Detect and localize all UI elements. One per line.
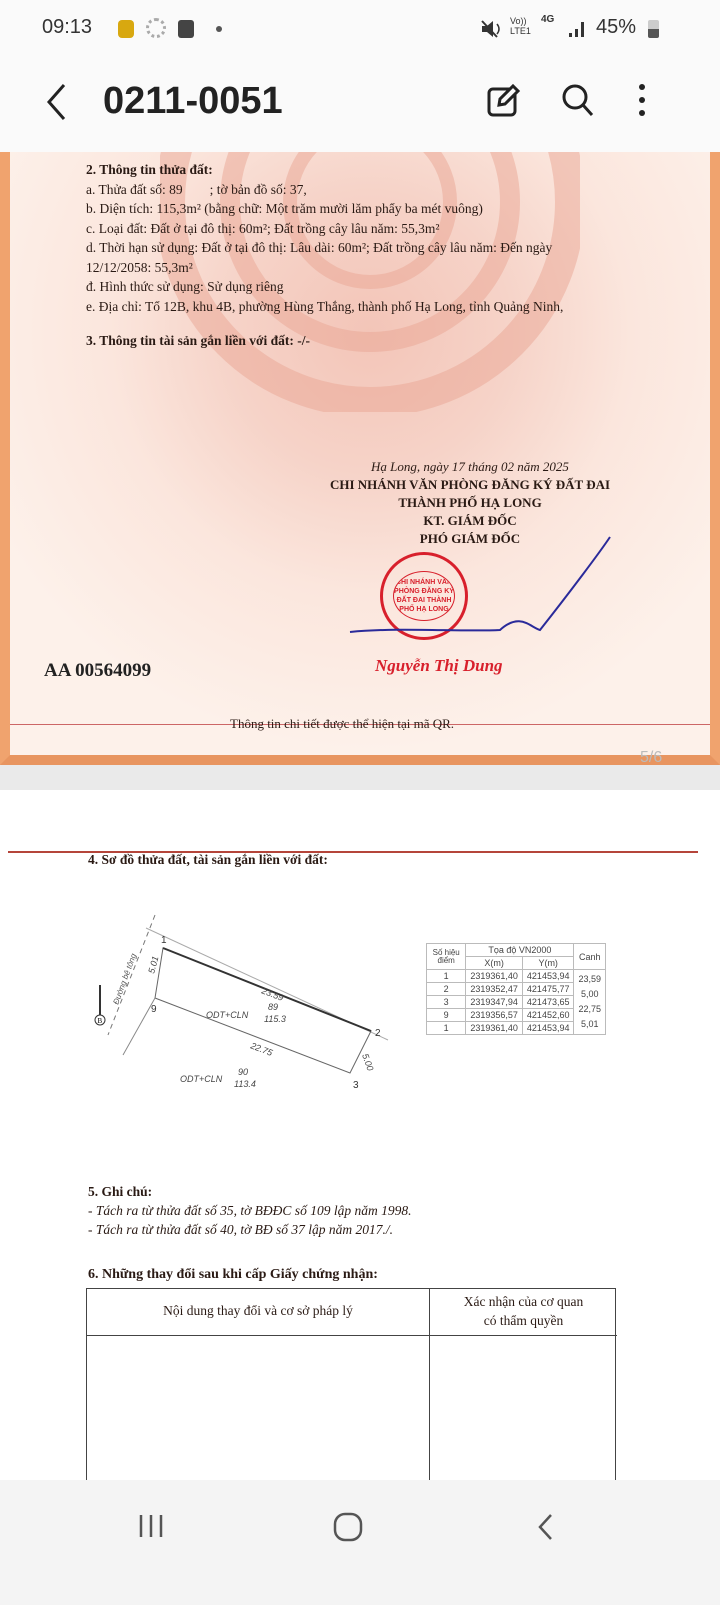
road-edge — [108, 915, 155, 1035]
office-city: THÀNH PHỐ HẠ LONG — [398, 495, 542, 510]
column-confirmation-l1: Xác nhận của cơ quan — [463, 1294, 584, 1309]
usage-term-line: d. Thời hạn sử dụng: Đất ở tại đô thị: Lâu dài: 60m²; Đất trồng cây lâu năm: Đến ngày — [86, 240, 553, 255]
edge-cell: 23,59 — [578, 974, 601, 984]
y-cell: 421453,94 — [522, 1022, 574, 1035]
point-cell: 3 — [427, 996, 466, 1009]
edge-cell: 22,75 — [578, 1004, 601, 1014]
more-options-icon[interactable] — [634, 82, 650, 118]
point-cell: 1 — [427, 970, 466, 983]
section-5-title: 5. Ghi chú: — [88, 1184, 153, 1199]
recent-apps-icon[interactable] — [136, 1512, 166, 1540]
stamp-text: CHI NHÁNH VĂN PHÒNG ĐĂNG KÝ ĐẤT ĐAI THÀNH PHỐ HẠ LONG — [393, 571, 455, 621]
header-point: Số hiệu điểm — [427, 944, 466, 970]
signer-name: Nguyễn Thị Dung — [375, 656, 503, 675]
status-bar — [0, 0, 720, 60]
volte-label: Vo)) LTE1 — [510, 16, 531, 36]
north-label: B — [97, 1017, 103, 1025]
column-confirmation-l2: có thẩm quyền — [483, 1313, 564, 1328]
back-icon[interactable] — [44, 82, 70, 122]
network-type: 4G — [541, 14, 555, 25]
section-3-title: 3. Thông tin tài sản gắn liền với đất: -/- — [86, 332, 311, 348]
point-3-label: 3 — [353, 1080, 359, 1091]
edge-cell: 5,00 — [580, 989, 599, 999]
point-cell: 1 — [427, 1022, 466, 1035]
office-name: CHI NHÁNH VĂN PHÒNG ĐĂNG KÝ ĐẤT ĐAI — [329, 477, 611, 492]
parcel-89-area: 115.3 — [264, 1014, 286, 1024]
y-cell: 421453,94 — [522, 970, 574, 983]
point-9-label: 9 — [151, 1004, 157, 1015]
section-2-title: 2. Thông tin thửa đất: — [86, 162, 213, 177]
section-4-title: 4. Sơ đồ thửa đất, tài sản gắn liền với đất: — [88, 852, 328, 867]
certificate-serial: AA 00564099 — [44, 660, 152, 681]
land-type-line: c. Loại đất: Đất ở tại đô thị: 60m²; Đất trồng cây lâu năm: 55,3m² — [86, 220, 440, 236]
more-notifications-dot — [216, 26, 222, 32]
road-label: Đường bê tông — [111, 952, 139, 1006]
edge-cell: 5,01 — [580, 1019, 599, 1029]
point-2-label: 2 — [375, 1028, 381, 1039]
parcel-90-use: ODT+CLN — [180, 1074, 223, 1084]
edge-1-2-label: 23.59 — [260, 985, 285, 1003]
navigation-bar — [0, 1480, 720, 1605]
x-cell: 2319361,40 — [466, 970, 523, 983]
header-y: Y(m) — [522, 957, 574, 970]
signal-icon — [568, 20, 588, 38]
parcel-diagram — [88, 910, 408, 1095]
page-gap — [0, 749, 720, 790]
point-cell: 2 — [427, 983, 466, 996]
edge-lengths — [574, 970, 606, 1035]
parcel-90-number: 90 — [238, 1067, 249, 1077]
app-notification-icon — [118, 20, 134, 38]
document-title: 0211-0051 — [103, 80, 283, 122]
signature-mark — [340, 532, 620, 642]
app-bar — [0, 60, 720, 152]
note-2: - Tách ra từ thửa đất số 40, tờ BĐ số 37 lập năm 2017./. — [88, 1222, 394, 1237]
search-icon[interactable] — [560, 82, 596, 118]
y-cell: 421452,60 — [522, 1009, 574, 1022]
loading-icon — [146, 18, 166, 38]
home-icon[interactable] — [332, 1512, 364, 1542]
point-cell: 9 — [427, 1009, 466, 1022]
x-cell: 2319347,94 — [466, 996, 523, 1009]
coordinates-table — [426, 943, 606, 1035]
area-line: b. Diện tích: 115,3m² (bằng chữ: Một trăm mười lăm phẩy ba mét vuông) — [86, 201, 483, 216]
header-edge: Canh — [574, 944, 606, 970]
battery-icon — [648, 20, 659, 38]
mute-icon — [480, 19, 504, 39]
certificate-page-6 — [0, 790, 720, 1480]
clock-app-icon — [178, 20, 194, 38]
section-6-title: 6. Những thay đổi sau khi cấp Giấy chứng nhận: — [88, 1267, 378, 1282]
usage-term-line-cont: 12/12/2058: 55,3m² — [86, 259, 193, 275]
y-cell: 421475,77 — [522, 983, 574, 996]
header-coord-system: Tọa độ VN2000 — [466, 944, 574, 957]
edge-2-3-label: 5.00 — [360, 1052, 376, 1073]
edge-3-9-label: 22.75 — [249, 1040, 274, 1058]
status-time: 09:13 — [42, 16, 93, 38]
back-nav-icon[interactable] — [536, 1512, 556, 1542]
usage-form-line: đ. Hình thức sử dụng: Sử dụng riêng — [86, 279, 284, 294]
x-cell: 2319352,47 — [466, 983, 523, 996]
edit-icon[interactable] — [486, 82, 522, 118]
y-cell: 421473,65 — [522, 996, 574, 1009]
page-indicator: 5/6 — [640, 749, 663, 766]
issue-date: Hạ Long, ngày 17 tháng 02 năm 2025 — [371, 459, 569, 474]
signer-role-2: PHÓ GIÁM ĐỐC — [419, 531, 521, 546]
point-1-label: 1 — [161, 935, 167, 946]
x-cell: 2319356,57 — [466, 1009, 523, 1022]
x-cell: 2319361,40 — [466, 1022, 523, 1035]
note-1: - Tách ra từ thửa đất số 35, tờ BĐĐC số 109 lập năm 1998. — [88, 1203, 412, 1218]
qr-note: Thông tin chi tiết được thể hiện tại mã QR. — [230, 716, 455, 731]
parcel-90-area: 113.4 — [234, 1079, 256, 1089]
parcel-89-number: 89 — [268, 1002, 279, 1012]
battery-percent: 45% — [596, 16, 637, 38]
address-line: e. Địa chỉ: Tổ 12B, khu 4B, phường Hùng Thắng, thành phố Hạ Long, tỉnh Quảng Ninh, — [86, 298, 564, 314]
parcel-89-use: ODT+CLN — [206, 1010, 249, 1020]
header-x: X(m) — [466, 957, 523, 970]
table-row — [427, 970, 606, 983]
column-changes: Nội dung thay đổi và cơ sở pháp lý — [163, 1303, 353, 1318]
changes-table — [86, 1288, 616, 1488]
edge-9-1-label: 5.01 — [146, 954, 161, 975]
certificate-page-5 — [0, 152, 720, 765]
parcel-number-line: a. Thửa đất số: 89 ; tờ bản đồ số: 37, — [86, 181, 307, 197]
signer-role-1: KT. GIÁM ĐỐC — [423, 513, 517, 528]
